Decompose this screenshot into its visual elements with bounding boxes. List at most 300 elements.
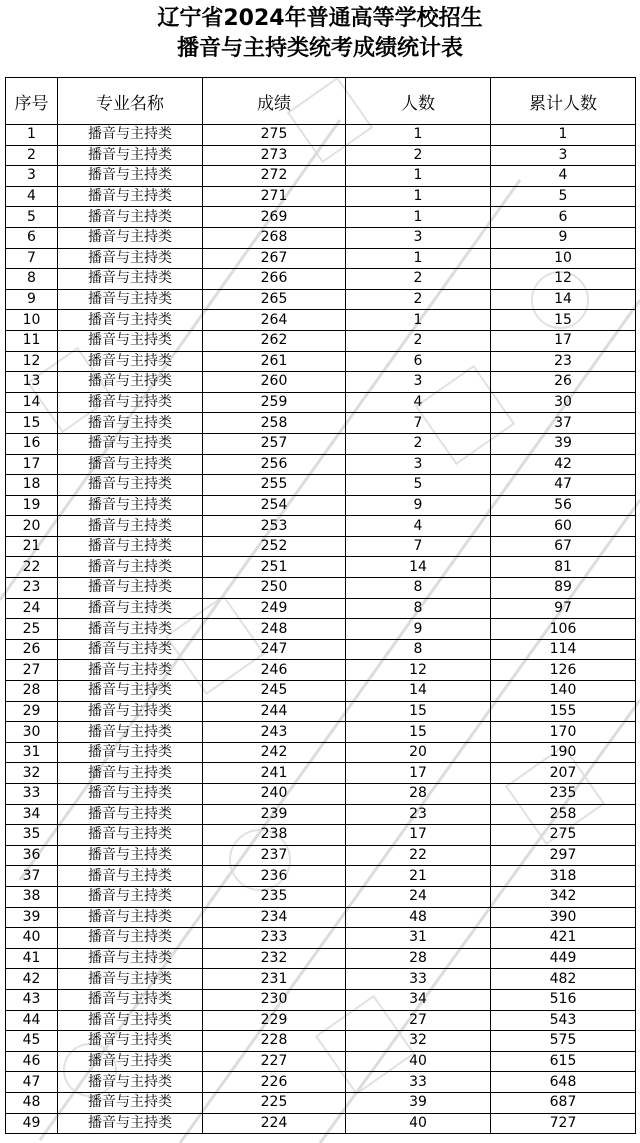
cell-index: 42 [6, 969, 58, 990]
cell-cumulative: 4 [491, 166, 636, 187]
cell-index: 36 [6, 845, 58, 866]
cell-count: 33 [346, 969, 491, 990]
cell-count: 8 [346, 578, 491, 599]
cell-index: 17 [6, 454, 58, 475]
cell-major: 播音与主持类 [58, 763, 203, 784]
cell-cumulative: 543 [491, 1010, 636, 1031]
cell-count: 15 [346, 701, 491, 722]
cell-index: 6 [6, 227, 58, 248]
cell-major: 播音与主持类 [58, 804, 203, 825]
cell-cumulative: 12 [491, 269, 636, 290]
cell-cumulative: 318 [491, 866, 636, 887]
cell-major: 播音与主持类 [58, 186, 203, 207]
cell-score: 268 [203, 227, 346, 248]
cell-cumulative: 235 [491, 784, 636, 805]
score-statistics-table [5, 77, 636, 1134]
cell-count: 2 [346, 145, 491, 166]
cell-score: 258 [203, 413, 346, 434]
table-row [6, 392, 636, 413]
cell-index: 11 [6, 330, 58, 351]
table-row [6, 269, 636, 290]
cell-count: 3 [346, 372, 491, 393]
cell-cumulative: 30 [491, 392, 636, 413]
cell-score: 240 [203, 784, 346, 805]
table-row [6, 784, 636, 805]
cell-major: 播音与主持类 [58, 660, 203, 681]
table-row [6, 1031, 636, 1052]
cell-index: 39 [6, 907, 58, 928]
table-row [6, 763, 636, 784]
cell-index: 44 [6, 1010, 58, 1031]
cell-score: 224 [203, 1113, 346, 1134]
cell-index: 49 [6, 1113, 58, 1134]
cell-count: 40 [346, 1113, 491, 1134]
cell-count: 32 [346, 1031, 491, 1052]
cell-cumulative: 47 [491, 475, 636, 496]
cell-cumulative: 1 [491, 125, 636, 146]
table-row [6, 928, 636, 949]
cell-score: 257 [203, 433, 346, 454]
cell-index: 9 [6, 289, 58, 310]
cell-major: 播音与主持类 [58, 372, 203, 393]
cell-major: 播音与主持类 [58, 392, 203, 413]
cell-index: 5 [6, 207, 58, 228]
cell-major: 播音与主持类 [58, 454, 203, 475]
cell-index: 27 [6, 660, 58, 681]
cell-cumulative: 114 [491, 639, 636, 660]
cell-major: 播音与主持类 [58, 413, 203, 434]
cell-score: 247 [203, 639, 346, 660]
table-row [6, 166, 636, 187]
table-row [6, 681, 636, 702]
header-count: 人数 [346, 78, 491, 125]
cell-score: 266 [203, 269, 346, 290]
cell-cumulative: 5 [491, 186, 636, 207]
cell-cumulative: 15 [491, 310, 636, 331]
cell-cumulative: 516 [491, 989, 636, 1010]
cell-major: 播音与主持类 [58, 619, 203, 640]
cell-index: 14 [6, 392, 58, 413]
cell-major: 播音与主持类 [58, 516, 203, 537]
header-cumulative: 累计人数 [491, 78, 636, 125]
cell-count: 8 [346, 598, 491, 619]
cell-count: 2 [346, 433, 491, 454]
cell-index: 30 [6, 722, 58, 743]
cell-major: 播音与主持类 [58, 639, 203, 660]
cell-score: 228 [203, 1031, 346, 1052]
cell-index: 38 [6, 886, 58, 907]
cell-cumulative: 126 [491, 660, 636, 681]
cell-major: 播音与主持类 [58, 557, 203, 578]
cell-cumulative: 89 [491, 578, 636, 599]
cell-index: 20 [6, 516, 58, 537]
cell-count: 28 [346, 948, 491, 969]
cell-cumulative: 81 [491, 557, 636, 578]
cell-score: 261 [203, 351, 346, 372]
cell-index: 3 [6, 166, 58, 187]
cell-index: 32 [6, 763, 58, 784]
table-row [6, 804, 636, 825]
cell-cumulative: 727 [491, 1113, 636, 1134]
cell-count: 1 [346, 248, 491, 269]
cell-count: 4 [346, 392, 491, 413]
cell-index: 25 [6, 619, 58, 640]
table-row [6, 516, 636, 537]
cell-index: 4 [6, 186, 58, 207]
cell-score: 275 [203, 125, 346, 146]
cell-count: 1 [346, 125, 491, 146]
cell-score: 269 [203, 207, 346, 228]
cell-cumulative: 42 [491, 454, 636, 475]
cell-index: 10 [6, 310, 58, 331]
cell-count: 40 [346, 1051, 491, 1072]
cell-score: 260 [203, 372, 346, 393]
table-row [6, 330, 636, 351]
table-row [6, 1072, 636, 1093]
cell-major: 播音与主持类 [58, 351, 203, 372]
cell-count: 20 [346, 742, 491, 763]
cell-count: 14 [346, 681, 491, 702]
cell-major: 播音与主持类 [58, 289, 203, 310]
cell-major: 播音与主持类 [58, 475, 203, 496]
table-row [6, 660, 636, 681]
table-row [6, 578, 636, 599]
cell-score: 249 [203, 598, 346, 619]
cell-cumulative: 39 [491, 433, 636, 454]
cell-index: 12 [6, 351, 58, 372]
cell-major: 播音与主持类 [58, 536, 203, 557]
table-row [6, 969, 636, 990]
cell-count: 34 [346, 989, 491, 1010]
cell-index: 33 [6, 784, 58, 805]
cell-count: 21 [346, 866, 491, 887]
cell-index: 41 [6, 948, 58, 969]
cell-score: 229 [203, 1010, 346, 1031]
table-row [6, 454, 636, 475]
cell-index: 13 [6, 372, 58, 393]
cell-cumulative: 170 [491, 722, 636, 743]
cell-major: 播音与主持类 [58, 269, 203, 290]
cell-major: 播音与主持类 [58, 310, 203, 331]
table-header-row [6, 78, 636, 125]
cell-count: 33 [346, 1072, 491, 1093]
cell-score: 256 [203, 454, 346, 475]
table-row [6, 310, 636, 331]
cell-major: 播音与主持类 [58, 330, 203, 351]
cell-cumulative: 482 [491, 969, 636, 990]
cell-cumulative: 14 [491, 289, 636, 310]
table-row [6, 145, 636, 166]
cell-count: 7 [346, 536, 491, 557]
table-row [6, 907, 636, 928]
cell-cumulative: 67 [491, 536, 636, 557]
cell-score: 227 [203, 1051, 346, 1072]
cell-count: 4 [346, 516, 491, 537]
cell-score: 273 [203, 145, 346, 166]
cell-count: 8 [346, 639, 491, 660]
cell-major: 播音与主持类 [58, 907, 203, 928]
cell-count: 2 [346, 269, 491, 290]
cell-index: 18 [6, 475, 58, 496]
cell-major: 播音与主持类 [58, 1092, 203, 1113]
cell-cumulative: 575 [491, 1031, 636, 1052]
cell-index: 46 [6, 1051, 58, 1072]
cell-index: 40 [6, 928, 58, 949]
cell-cumulative: 155 [491, 701, 636, 722]
cell-major: 播音与主持类 [58, 1051, 203, 1072]
cell-score: 267 [203, 248, 346, 269]
cell-score: 245 [203, 681, 346, 702]
cell-index: 26 [6, 639, 58, 660]
cell-count: 17 [346, 825, 491, 846]
cell-cumulative: 56 [491, 495, 636, 516]
cell-cumulative: 60 [491, 516, 636, 537]
cell-score: 237 [203, 845, 346, 866]
cell-major: 播音与主持类 [58, 248, 203, 269]
cell-score: 232 [203, 948, 346, 969]
cell-cumulative: 687 [491, 1092, 636, 1113]
cell-index: 28 [6, 681, 58, 702]
cell-count: 28 [346, 784, 491, 805]
cell-major: 播音与主持类 [58, 1031, 203, 1052]
cell-cumulative: 449 [491, 948, 636, 969]
cell-score: 254 [203, 495, 346, 516]
cell-cumulative: 421 [491, 928, 636, 949]
table-row [6, 639, 636, 660]
cell-major: 播音与主持类 [58, 125, 203, 146]
table-row [6, 825, 636, 846]
cell-score: 225 [203, 1092, 346, 1113]
table-row [6, 1113, 636, 1134]
table-row [6, 475, 636, 496]
cell-score: 235 [203, 886, 346, 907]
table-row [6, 722, 636, 743]
cell-score: 272 [203, 166, 346, 187]
table-row [6, 413, 636, 434]
cell-cumulative: 10 [491, 248, 636, 269]
cell-cumulative: 140 [491, 681, 636, 702]
table-row [6, 227, 636, 248]
cell-count: 2 [346, 330, 491, 351]
table-row [6, 866, 636, 887]
cell-index: 23 [6, 578, 58, 599]
header-score: 成绩 [203, 78, 346, 125]
cell-count: 1 [346, 207, 491, 228]
table-row [6, 248, 636, 269]
cell-index: 1 [6, 125, 58, 146]
table-row [6, 742, 636, 763]
table-row [6, 536, 636, 557]
table-row [6, 433, 636, 454]
cell-cumulative: 275 [491, 825, 636, 846]
cell-cumulative: 26 [491, 372, 636, 393]
cell-score: 251 [203, 557, 346, 578]
cell-index: 37 [6, 866, 58, 887]
table-row [6, 372, 636, 393]
table-body [6, 125, 636, 1134]
table-row [6, 207, 636, 228]
cell-score: 230 [203, 989, 346, 1010]
cell-cumulative: 648 [491, 1072, 636, 1093]
table-row [6, 845, 636, 866]
cell-score: 239 [203, 804, 346, 825]
cell-score: 236 [203, 866, 346, 887]
cell-index: 48 [6, 1092, 58, 1113]
cell-cumulative: 190 [491, 742, 636, 763]
table-row [6, 1051, 636, 1072]
cell-score: 265 [203, 289, 346, 310]
cell-cumulative: 207 [491, 763, 636, 784]
cell-score: 262 [203, 330, 346, 351]
cell-count: 48 [346, 907, 491, 928]
cell-score: 231 [203, 969, 346, 990]
cell-cumulative: 106 [491, 619, 636, 640]
cell-major: 播音与主持类 [58, 1072, 203, 1093]
cell-cumulative: 97 [491, 598, 636, 619]
cell-cumulative: 23 [491, 351, 636, 372]
cell-major: 播音与主持类 [58, 845, 203, 866]
cell-score: 252 [203, 536, 346, 557]
cell-score: 264 [203, 310, 346, 331]
cell-score: 243 [203, 722, 346, 743]
table-row [6, 886, 636, 907]
cell-count: 17 [346, 763, 491, 784]
cell-major: 播音与主持类 [58, 681, 203, 702]
cell-major: 播音与主持类 [58, 1113, 203, 1134]
cell-major: 播音与主持类 [58, 928, 203, 949]
cell-score: 271 [203, 186, 346, 207]
cell-cumulative: 9 [491, 227, 636, 248]
cell-count: 3 [346, 227, 491, 248]
cell-index: 45 [6, 1031, 58, 1052]
cell-major: 播音与主持类 [58, 433, 203, 454]
cell-cumulative: 6 [491, 207, 636, 228]
cell-major: 播音与主持类 [58, 722, 203, 743]
cell-score: 244 [203, 701, 346, 722]
table-row [6, 495, 636, 516]
cell-count: 9 [346, 619, 491, 640]
page-title-line2: 播音与主持类统考成绩统计表 [176, 36, 463, 61]
cell-cumulative: 390 [491, 907, 636, 928]
cell-score: 233 [203, 928, 346, 949]
cell-major: 播音与主持类 [58, 701, 203, 722]
cell-count: 23 [346, 804, 491, 825]
cell-score: 242 [203, 742, 346, 763]
cell-index: 7 [6, 248, 58, 269]
cell-score: 226 [203, 1072, 346, 1093]
cell-count: 14 [346, 557, 491, 578]
cell-count: 6 [346, 351, 491, 372]
cell-major: 播音与主持类 [58, 495, 203, 516]
cell-index: 21 [6, 536, 58, 557]
cell-major: 播音与主持类 [58, 866, 203, 887]
cell-count: 27 [346, 1010, 491, 1031]
cell-major: 播音与主持类 [58, 227, 203, 248]
page-title-line1: 辽宁省2024年普通高等学校招生 [157, 6, 483, 31]
cell-index: 47 [6, 1072, 58, 1093]
cell-major: 播音与主持类 [58, 989, 203, 1010]
cell-count: 24 [346, 886, 491, 907]
cell-index: 35 [6, 825, 58, 846]
cell-index: 8 [6, 269, 58, 290]
cell-count: 12 [346, 660, 491, 681]
table-row [6, 989, 636, 1010]
table-row [6, 1092, 636, 1113]
cell-index: 22 [6, 557, 58, 578]
cell-count: 31 [346, 928, 491, 949]
cell-count: 1 [346, 310, 491, 331]
table-row [6, 351, 636, 372]
cell-count: 5 [346, 475, 491, 496]
cell-count: 3 [346, 454, 491, 475]
table-row [6, 1010, 636, 1031]
cell-count: 15 [346, 722, 491, 743]
cell-score: 234 [203, 907, 346, 928]
cell-major: 播音与主持类 [58, 948, 203, 969]
cell-cumulative: 3 [491, 145, 636, 166]
table-row [6, 289, 636, 310]
cell-major: 播音与主持类 [58, 886, 203, 907]
cell-cumulative: 17 [491, 330, 636, 351]
table-row [6, 701, 636, 722]
cell-major: 播音与主持类 [58, 207, 203, 228]
cell-cumulative: 615 [491, 1051, 636, 1072]
cell-score: 246 [203, 660, 346, 681]
cell-score: 241 [203, 763, 346, 784]
cell-major: 播音与主持类 [58, 742, 203, 763]
cell-index: 2 [6, 145, 58, 166]
cell-index: 19 [6, 495, 58, 516]
header-major: 专业名称 [58, 78, 203, 125]
cell-major: 播音与主持类 [58, 578, 203, 599]
cell-index: 24 [6, 598, 58, 619]
cell-cumulative: 342 [491, 886, 636, 907]
table-row [6, 125, 636, 146]
table-row [6, 619, 636, 640]
table-row [6, 598, 636, 619]
cell-major: 播音与主持类 [58, 1010, 203, 1031]
cell-count: 7 [346, 413, 491, 434]
cell-score: 259 [203, 392, 346, 413]
cell-score: 238 [203, 825, 346, 846]
cell-cumulative: 297 [491, 845, 636, 866]
cell-cumulative: 258 [491, 804, 636, 825]
table-row [6, 948, 636, 969]
cell-major: 播音与主持类 [58, 969, 203, 990]
cell-index: 15 [6, 413, 58, 434]
cell-index: 34 [6, 804, 58, 825]
cell-count: 1 [346, 166, 491, 187]
table-row [6, 186, 636, 207]
table-row [6, 557, 636, 578]
cell-count: 9 [346, 495, 491, 516]
cell-major: 播音与主持类 [58, 166, 203, 187]
cell-major: 播音与主持类 [58, 145, 203, 166]
cell-index: 31 [6, 742, 58, 763]
header-index: 序号 [6, 78, 58, 125]
cell-score: 250 [203, 578, 346, 599]
cell-index: 43 [6, 989, 58, 1010]
cell-count: 2 [346, 289, 491, 310]
cell-major: 播音与主持类 [58, 784, 203, 805]
cell-cumulative: 37 [491, 413, 636, 434]
cell-major: 播音与主持类 [58, 598, 203, 619]
cell-score: 248 [203, 619, 346, 640]
cell-index: 29 [6, 701, 58, 722]
cell-score: 255 [203, 475, 346, 496]
cell-major: 播音与主持类 [58, 825, 203, 846]
cell-count: 1 [346, 186, 491, 207]
